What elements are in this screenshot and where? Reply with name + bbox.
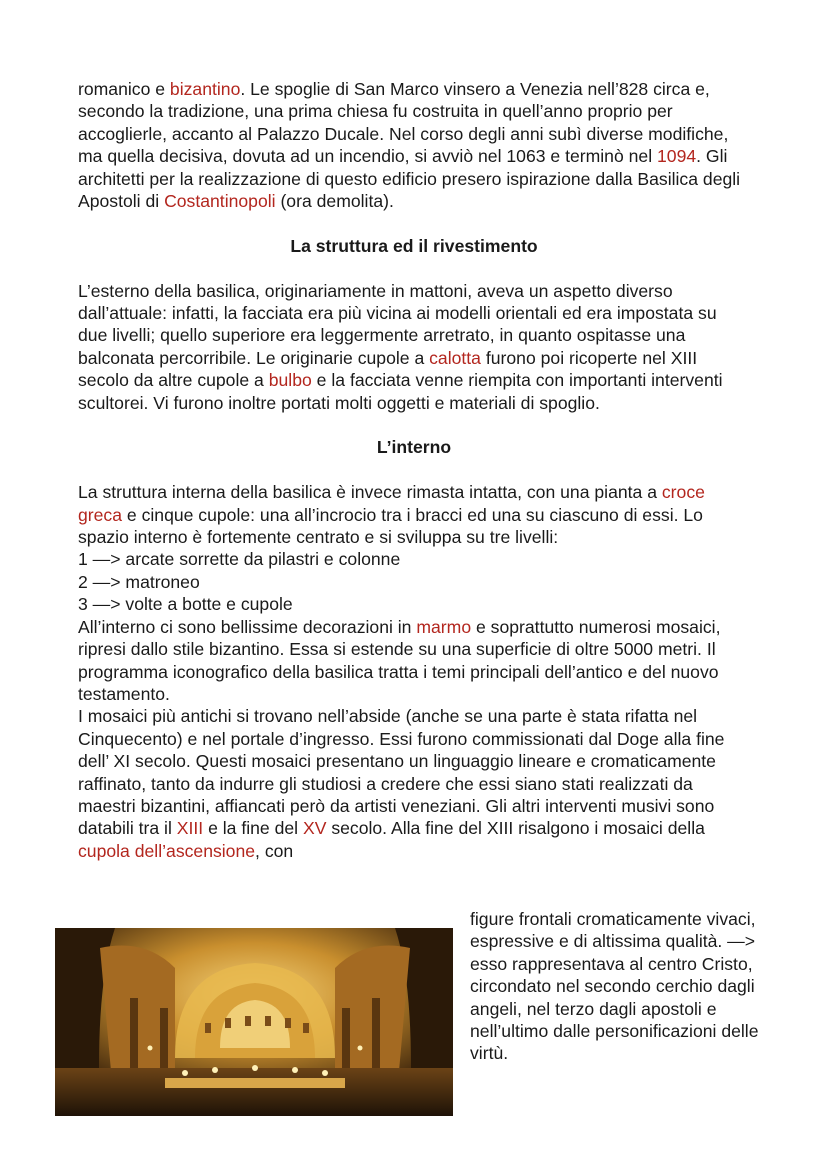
photo-side-text: figure frontali cromaticamente vivaci, espressive e di altissima qualità. —> esso rappresentava al centro Cristo, circondato nel secondo cerchio dagli angeli, nel terzo dagli apostoli e nell’ultimo dalle personificazioni delle virtù. — [470, 909, 759, 1064]
text: La struttura interna della basilica è invece rimasta intatta, con una pianta a — [78, 482, 662, 503]
list-item: 2 —> matroneo — [78, 571, 200, 592]
text: , con — [255, 840, 294, 861]
text: furono poi ricoperte nel XIII secolo da altre cupole a — [78, 347, 698, 391]
text: . Le spoglie di San Marco vinsero a Venezia nell’828 circa e, secondo la tradizione, una prima chiesa fu costruita in quell’anno proprio per accoglierle, accanto al Palazzo Ducale. Nel corso degli anni subì diverse modifiche, ma quella decisiva, dovuta ad un incendio, si avviò nel 1063 e terminò nel — [78, 79, 729, 167]
link-xiii[interactable]: XIII — [176, 818, 204, 839]
text: L’esterno della basilica, originariamente in mattoni, aveva un aspetto diverso dall’attuale: infatti, la facciata era più vicina ai modelli orientali ed era impostata su due livelli; quello superiore era leggermente arretrato, in quanto ospitasse una balconata percorribile. Le originarie cupole a — [78, 280, 717, 368]
heading-struttura: La struttura ed il rivestimento — [290, 235, 538, 256]
link-marmo[interactable]: marmo — [416, 616, 472, 637]
list-item: 3 —> volte a botte e cupole — [78, 594, 293, 615]
text: e la facciata venne riempita con importanti interventi scultorei. Vi furono inoltre portati molti oggetti e materiali di spoglio. — [78, 370, 723, 413]
basilica-interior-photo — [55, 928, 453, 1116]
text: secolo. Alla fine del XIII risalgono i mosaici della — [326, 818, 705, 839]
text: I mosaici più antichi si trovano nell’abside (anche se una parte è stata rifatta nel Cinquecento) e nel portale d’ingresso. Essi furono commissionati dal Doge alla fine dell’ XI secolo. Questi mosaici presentano un linguaggio lineare e cromaticamente raffinato, tanto da indurre gli studiosi a credere che essi siano stati realizzati da maestri bizantini, affiancati però da artisti veneziani. Gli altri interventi musivi sono databili tra il — [78, 706, 725, 839]
link-bulbo[interactable]: bulbo — [268, 370, 312, 391]
paragraph-mosaici — [78, 705, 750, 862]
paragraph-interno — [78, 481, 750, 548]
list-item: 1 —> arcate sorrette da pilastri e colonne — [78, 549, 401, 570]
link-bizantino[interactable]: bizantino — [169, 79, 241, 99]
text: All’interno ci sono bellissime decorazioni in — [78, 616, 417, 637]
link-1094[interactable]: 1094 — [657, 146, 697, 167]
text: e la fine del — [203, 818, 303, 839]
paragraph-decorazioni — [78, 616, 750, 706]
link-croce-greca[interactable]: croce greca — [78, 482, 705, 525]
text: . Gli architetti per la realizzazione di questo edificio presero ispirazione dalla Basilica degli Apostoli di — [78, 146, 741, 212]
document-body — [78, 78, 750, 862]
link-cupola-ascensione[interactable]: cupola dell’ascensione — [78, 840, 256, 861]
paragraph-struttura — [78, 280, 750, 414]
text: e soprattutto numerosi mosaici, ripresi dallo stile bizantino. Essa si estende su una superficie di oltre 5000 metri. Il programma iconografico della basilica tratta i temi principali dell’antico e del nuovo testamento. — [78, 616, 721, 704]
text: romanico e — [78, 79, 170, 99]
text: (ora demolita). — [275, 191, 394, 212]
heading-interno: L’interno — [376, 437, 452, 458]
link-costantinopoli[interactable]: Costantinopoli — [164, 191, 276, 212]
paragraph-intro — [78, 78, 750, 212]
link-calotta[interactable]: calotta — [429, 347, 481, 368]
text: e cinque cupole: una all’incrocio tra i bracci ed una su ciascuno di essi. Lo spazio interno è fortemente centrato e si sviluppa su tre livelli: — [78, 504, 703, 548]
link-xv[interactable]: XV — [302, 818, 327, 839]
